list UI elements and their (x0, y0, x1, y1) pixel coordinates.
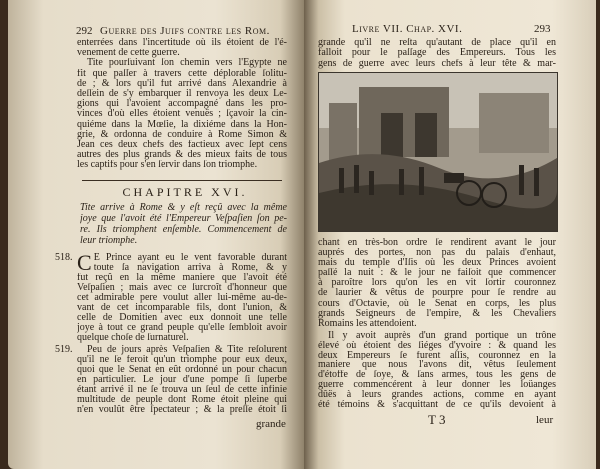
text-line: à paroître lors qu'on les en vit ſortir couronnez (318, 278, 556, 289)
divider-rule (82, 180, 282, 181)
running-head-left: Guerre des Juifs contre les Rom. (100, 25, 270, 37)
text-line: deux Empereurs ſe furent aſſis, couronnez en la (318, 350, 556, 361)
text-line: venement de cette guerre. (77, 48, 180, 59)
text-line: Peu de jours après Veſpaſien & Tite reſolurent (87, 345, 287, 355)
running-head-right: Livre VII. Chap. XVI. (352, 23, 463, 35)
text-line: cours d'Octavie, où le Senat en corps, les plus (318, 298, 556, 309)
text-line: joye que l'avoit été l'Empereur Veſpaſien ſon pe- (80, 213, 287, 224)
text-line: quiéme dans la Mœſie, la dixiéme dans la Hon- (77, 119, 287, 130)
text-line: auprés des portes, non pas du palais d'enhaut, (318, 248, 556, 259)
text-line: E Prince ayant eu le vent favorable durant (93, 253, 287, 263)
text-line: leur triomphe. (80, 235, 138, 246)
text-line: autres des plus grands & des mieux faits de tous (77, 150, 287, 161)
engraving-illustration (318, 72, 558, 232)
text-line: re. Ils triomphent enſemble. Commencement de (80, 224, 287, 235)
page-number-right: 293 (534, 23, 551, 35)
text-line: de ; & lors qu'il fut arrivé dans Alexandrie à (77, 78, 287, 89)
text-line: quelque choſe de ſurnaturel. (77, 333, 189, 343)
text-line: guerre commencérent à leur donner les loüanges (318, 379, 556, 390)
text-line: falloit pour le paſſage des Empereurs. Tous les (318, 48, 556, 59)
top-text (318, 38, 556, 69)
text-line: dûës à leurs grandes actions, comme en ayant (318, 389, 556, 400)
text-line: grande qu'il ne reſta qu'autant de place qu'il en (318, 38, 556, 48)
catchword-right: leur (536, 414, 554, 426)
text-line: étant arrivé il ne ſe trouva un ſeul de cette infinie (77, 385, 287, 395)
chapter-summary (80, 202, 287, 246)
text-line: celle de Domitien avec eux donnoit une telle (77, 313, 287, 323)
text-line: fut reçû en la même maniere que l'avoit été (77, 273, 287, 283)
text-line: joye à tout ce grand peuple qu'elle ſembloit avoir (77, 323, 287, 333)
triumphal-procession-engraving (319, 73, 557, 231)
text-line: fit que paſſer à travers cette déplorable ſolitu- (77, 68, 287, 79)
text-line: enterrées dans l'incertitude où ils étoient de l'é- (77, 38, 287, 48)
text-line: chant en très-bon ordre ſe rendirent avant le jour (318, 238, 556, 248)
text-line: gens de guerre avec leurs chefs à leur tête & mar- (318, 58, 556, 69)
intro-text (77, 38, 287, 170)
marginal-number: 519. (55, 344, 73, 355)
paragraph-518 (77, 250, 287, 343)
page-number-left: 292 (76, 25, 93, 37)
text-line: Tite pourſuivant ſon chemin vers l'Egypte ne (87, 58, 287, 69)
text-line: grands Seigneurs de l'empire, & les Chevaliers (318, 308, 556, 319)
catchword-left: grande (256, 418, 286, 430)
text-line: Veſpaſien ; mais avec ce ſurcroît d'honneur que (77, 283, 287, 293)
text-line: gions qui l'avoient accompagné dans les pro- (77, 99, 287, 110)
text-line: de laurier & vêtus de pourpre pour ſe rendre au (318, 288, 556, 299)
text-line: vant de cet incomparable fils, dont l'union, & (77, 303, 287, 313)
text-line: maniere que nous l'avons dit, vêtus ſeulement (318, 360, 556, 371)
text-line: cet admirable pere voulut aller lui-même au-de- (77, 293, 287, 303)
paragraph-519 (77, 345, 287, 415)
paragraph-continued (318, 238, 556, 329)
paragraph-throne (318, 331, 556, 409)
text-line: Il y avoit auprès d'un grand portique un trône (328, 331, 556, 341)
text-line: Tite arrive à Rome & y eſt reçû avec la même (80, 202, 287, 213)
text-line: en particulier. Le jour d'une pompe ſi ſuperbe (77, 375, 287, 385)
text-line: toute ſa navigation arriva à Rome, & y (93, 263, 287, 273)
text-line: d'étoffe de ſoye, & ſans armes, tous les gens de (318, 370, 556, 380)
chapter-title: CHAPITRE XVI. (122, 185, 248, 199)
text-line: vinces d'où elles étoient venuës ; ſçavoir la cin- (77, 109, 287, 120)
text-line: Jean ces deux chefs des factieux avec ſept cens (77, 139, 287, 150)
text-line: grie, & ordonna de conduire à Rome Simon & (77, 129, 287, 140)
text-line: deſſein de s'y embarquer il renvoya les deux Le- (77, 88, 287, 99)
text-line: élevé où étoient des ſiéges d'yvoire : & quand les (318, 340, 556, 351)
text-line: paſſé la nuit : & le jour ne faiſoit que commencer (318, 268, 556, 279)
text-line: n'en voulût être ſpectateur ; & la preſſe étoit ſi (77, 405, 287, 415)
text-line: les captifs pour s'en ſervir dans ſon triomphe. (77, 160, 258, 171)
text-line: qu'il ne ſe feroit qu'un triomphe pour eux deux, (77, 355, 287, 365)
signature-mark: T 3 (428, 412, 446, 427)
text-line: Romains les attendoient. (318, 318, 417, 329)
text-line: été témoins & s'acquittant de ce qu'ils devoient à (318, 399, 556, 410)
marginal-number: 518. (55, 252, 73, 263)
text-line: quoi que le Senat en eût ordonné un pour chacun (77, 365, 287, 375)
drop-cap: C (77, 250, 92, 275)
text-line: multitude de peuple dont Rome étoit pleine qui (77, 395, 287, 405)
text-line: mais du temple d'Iſis où les deux Princes avoient (318, 258, 556, 269)
